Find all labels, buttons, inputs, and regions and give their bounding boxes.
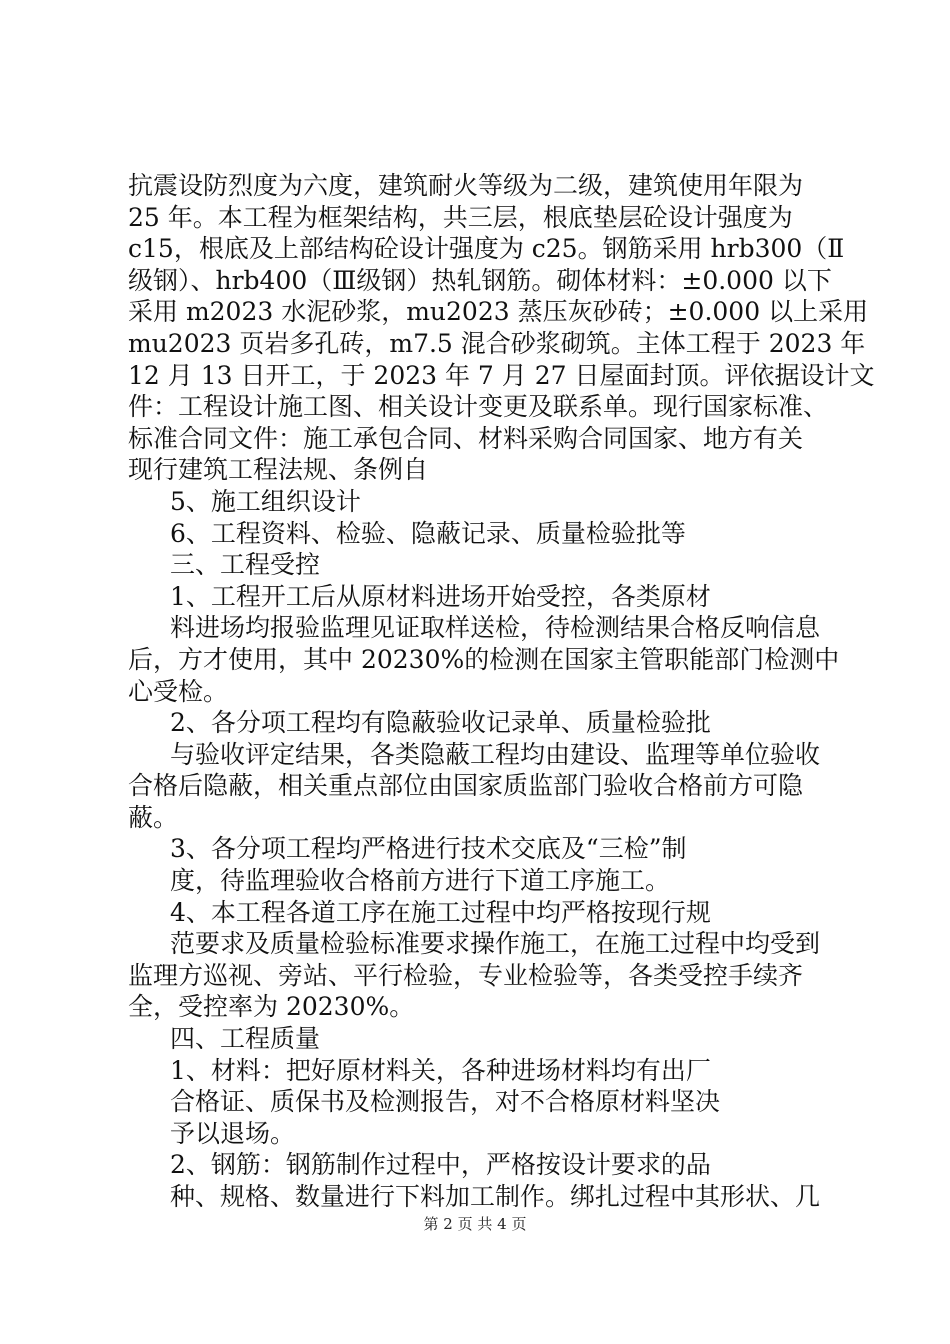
- text-line: 全，受控率为 20230%。: [128, 992, 415, 1022]
- text-line: 级钢）、hrb400（Ⅲ级钢）热轧钢筋。砌体材料：±0.000 以下: [128, 265, 832, 295]
- section-heading: 三、工程受控: [170, 550, 321, 580]
- text-line: 抗震设防烈度为六度，建筑耐火等级为二级，建筑使用年限为: [128, 171, 804, 200]
- page-footer: [0, 1214, 950, 1234]
- text-line: 范要求及质量检验标准要求操作施工，在施工过程中均受到: [170, 929, 821, 959]
- text-line: 2、各分项工程均有隐蔽验收记录单、质量检验批: [170, 708, 711, 738]
- text-line: 5、施工组织设计: [170, 486, 361, 516]
- page-number-label: 第 2 页 共 4 页: [423, 1215, 527, 1233]
- document-body: [128, 170, 875, 1213]
- text-line: 料进场均报验监理见证取样送检，待检测结果合格反响信息: [170, 613, 821, 643]
- text-line: 现行建筑工程法规、条例自: [128, 455, 429, 485]
- text-line: 6、工程资料、检验、隐蔽记录、质量检验批等: [170, 518, 686, 548]
- text-line: 监理方巡视、旁站、平行检验，专业检验等，各类受控手续齐: [128, 960, 804, 990]
- text-line: 予以退场。: [170, 1118, 296, 1148]
- text-line: 件：工程设计施工图、相关设计变更及联系单。现行国家标准、: [128, 392, 829, 422]
- text-line: 4、本工程各道工序在施工过程中均严格按现行规: [170, 897, 711, 927]
- text-line: 采用 m2023 水泥砂浆，mu2023 蒸压灰砂砖；±0.000 以上采用: [128, 297, 869, 327]
- text-line: 蔽。: [128, 802, 179, 832]
- text-line: 25 年。本工程为框架结构，共三层，根底垫层砼设计强度为: [128, 202, 793, 232]
- text-line: 1、材料：把好原材料关，各种进场材料均有出厂: [170, 1055, 711, 1085]
- text-line: 合格后隐蔽，相关重点部位由国家质监部门验收合格前方可隐: [128, 771, 804, 801]
- text-line: 1、工程开工后从原材料进场开始受控，各类原材: [170, 581, 711, 611]
- text-line: 与验收评定结果，各类隐蔽工程均由建设、监理等单位验收: [170, 739, 821, 769]
- text-line: 心受检。: [128, 676, 229, 706]
- text-line: 种、规格、数量进行下料加工制作。绑扎过程中其形状、几: [170, 1182, 821, 1211]
- text-line: 2、钢筋：钢筋制作过程中，严格按设计要求的品: [170, 1150, 711, 1180]
- text-line: mu2023 页岩多孔砖，m7.5 混合砂浆砌筑。主体工程于 2023 年: [128, 328, 866, 358]
- section-heading: 四、工程质量: [170, 1024, 321, 1054]
- text-line: 标准合同文件：施工承包合同、材料采购合同国家、地方有关: [128, 423, 804, 453]
- text-line: 合格证、质保书及检测报告，对不合格原材料坚决: [170, 1087, 721, 1117]
- text-line: c15，根底及上部结构砼设计强度为 c25。钢筋采用 hrb300（Ⅱ: [128, 234, 845, 264]
- text-line: 12 月 13 日开工，于 2023 年 7 月 27 日屋面封顶。评依据设计文: [128, 360, 875, 390]
- text-line: 度，待监理验收合格前方进行下道工序施工。: [170, 866, 671, 896]
- text-line: 3、各分项工程均严格进行技术交底及“三检”制: [170, 834, 687, 864]
- text-line: 后，方才使用，其中 20230%的检测在国家主管职能部门检测中: [128, 644, 840, 674]
